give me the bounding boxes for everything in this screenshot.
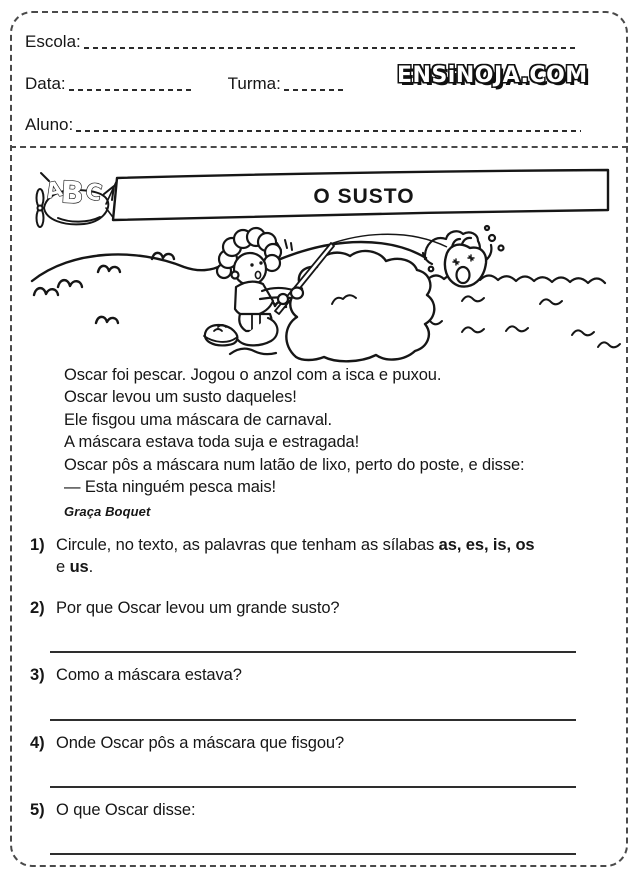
story-line: Oscar levou um susto daqueles!: [64, 388, 297, 407]
story-line: — Esta ninguém pesca mais!: [64, 478, 276, 497]
student-label: Aluno:: [25, 115, 74, 134]
answer-line[interactable]: [50, 719, 576, 721]
site-logo: ENSiNOJA.COM: [397, 63, 588, 88]
question-number: 5): [30, 801, 45, 820]
story-line: Oscar foi pescar. Jogou o anzol com a isca e puxou.: [64, 366, 442, 384]
date-label: Data:: [25, 74, 66, 93]
splash-drop: [489, 235, 495, 241]
class-fill-line[interactable]: [284, 87, 346, 91]
story-line: Oscar pôs a máscara num latão de lixo, perto do poste, e disse:: [64, 455, 525, 474]
question-item: [30, 732, 604, 754]
splash-drop: [499, 246, 504, 251]
question-text: O que Oscar disse:: [56, 801, 196, 820]
scene-illustration: [14, 223, 622, 363]
answer-line[interactable]: [50, 786, 576, 788]
student-fill-line[interactable]: [76, 128, 581, 132]
question-text: Como a máscara estava?: [56, 666, 242, 685]
splash-drop: [429, 267, 434, 272]
answer-line[interactable]: [50, 853, 576, 855]
story-text: [64, 364, 595, 498]
water-waves: [420, 275, 620, 347]
page-title: O SUSTO: [313, 185, 415, 208]
splash-drop: [485, 226, 489, 230]
school-row: [25, 33, 577, 51]
question-text: Onde Oscar pôs a máscara que fisgou?: [56, 733, 345, 752]
story-author: Graça Boquet: [64, 504, 151, 519]
question-item: [30, 664, 604, 686]
date-class-row: [25, 75, 360, 93]
story-line: A máscara estava toda suja e estragada!: [64, 433, 360, 452]
answer-line[interactable]: [50, 651, 576, 653]
question-text: Circule, no texto, as palavras que tenham as sílabas as, es, is, os e us.: [56, 536, 535, 577]
question-text: Por que Oscar levou um grande susto?: [56, 598, 340, 617]
story-line: Ele fisgou uma máscara de carnaval.: [64, 410, 332, 429]
question-number: 4): [30, 733, 45, 752]
mask-illustration: [423, 226, 504, 287]
school-fill-line[interactable]: [84, 45, 577, 49]
question-item: [30, 799, 604, 821]
date-fill-line[interactable]: [69, 87, 194, 91]
school-label: Escola:: [25, 32, 81, 51]
questions: [30, 534, 604, 866]
student-row: [25, 116, 581, 134]
question-number: 1): [30, 536, 45, 554]
question-number: 2): [30, 598, 45, 617]
plane-letter-a: A: [43, 176, 65, 204]
plane-letter-b: B: [59, 175, 85, 212]
header-divider: [10, 146, 628, 148]
plane-letter-c: C: [83, 178, 105, 207]
question-item: [30, 534, 604, 579]
class-label: Turma:: [227, 74, 281, 93]
question-item: [30, 597, 604, 619]
question-number: 3): [30, 666, 45, 685]
